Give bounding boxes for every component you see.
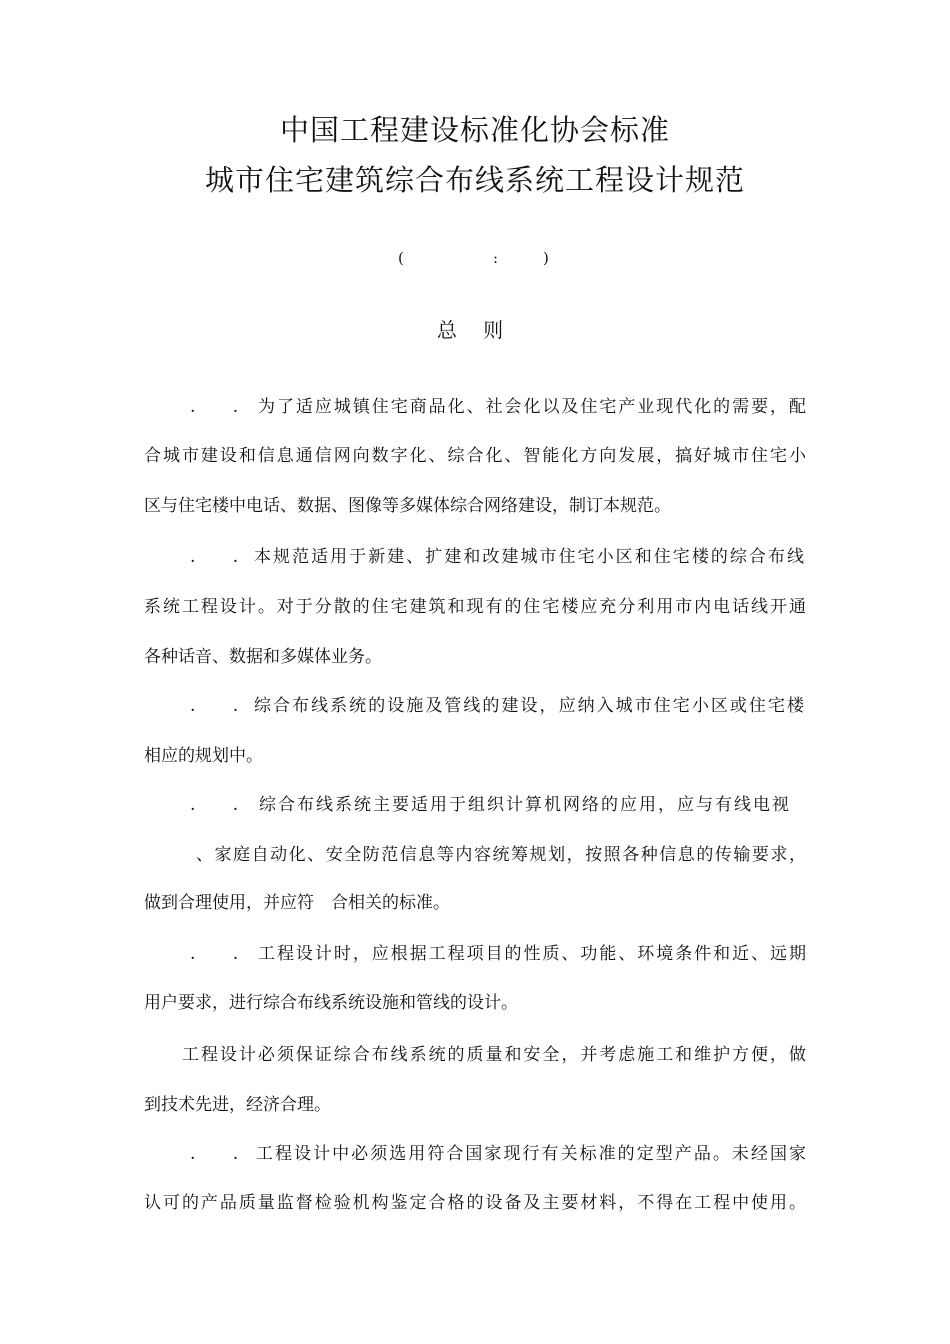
clause-number: . . xyxy=(190,944,255,964)
clause-text-line: 各种话音、数据和多媒体业务。 xyxy=(144,647,382,667)
clause-text-line: 做到合理使用，并应符 合相关的标准。 xyxy=(144,893,450,913)
standard-org-title: 中国工程建设标准化协会标准 xyxy=(279,113,670,147)
clause-text-line: 合城市建设和信息通信网向数字化、综合化、智能化方向发展，搞好城市住宅小 xyxy=(144,446,806,466)
clause-number: . . xyxy=(190,547,255,567)
clause-text-line: 认可的产品质量监督检验机构鉴定合格的设备及主要材料，不得在工程中使用。 xyxy=(144,1193,806,1213)
clause-text-line: 工程设计中必须选用符合国家现行有关标准的定型产品。未经国家 xyxy=(256,1144,806,1164)
clause-text-line: 为了适应城镇住宅商品化、社会化以及住宅产业现代化的需要，配 xyxy=(258,397,806,417)
clause-text-line: 到技术先进，经济合理。 xyxy=(144,1095,331,1115)
clause-text-line: 系统工程设计。对于分散的住宅建筑和现有的住宅楼应充分利用市内电话线开通 xyxy=(144,597,806,617)
clause-text-line: 区与住宅楼中电话、数据、图像等多媒体综合网络建设，制订本规范。 xyxy=(144,496,671,516)
clause-text-line: 本规范适用于新建、扩建和改建城市住宅小区和住宅楼的综合布线 xyxy=(254,547,804,567)
clause-text-line: 、家庭自动化、安全防范信息等内容统筹规划，按照各种信息的传输要求， xyxy=(196,845,806,865)
chapter-title: 总 则 xyxy=(436,318,514,342)
clause-text-line: 相应的规划中。 xyxy=(144,746,263,766)
clause-text-line: 综合布线系统的设施及管线的建设，应纳入城市住宅小区或住宅楼 xyxy=(254,696,804,716)
clause-number: . . xyxy=(190,795,255,815)
standard-name-title: 城市住宅建筑综合布线系统工程设计规范 xyxy=(204,163,745,197)
code-close-paren: ) xyxy=(543,249,549,267)
clause-number: . . xyxy=(190,397,255,417)
clause-text-line: 工程设计必须保证综合布线系统的质量和安全，并考虑施工和维护方便，做 xyxy=(182,1045,806,1065)
code-colon: : xyxy=(493,249,499,267)
clause-text-line: 综合布线系统主要适用于组织计算机网络的应用，应与有线电视 xyxy=(259,795,789,815)
code-open-paren: ( xyxy=(398,249,404,267)
clause-number: . . xyxy=(190,696,255,716)
clause-text-line: 用户要求，进行综合布线系统设施和管线的设计。 xyxy=(144,993,518,1013)
clause-text-line: 工程设计时，应根据工程项目的性质、功能、环境条件和近、远期 xyxy=(258,944,806,964)
clause-number: . . xyxy=(190,1144,255,1164)
